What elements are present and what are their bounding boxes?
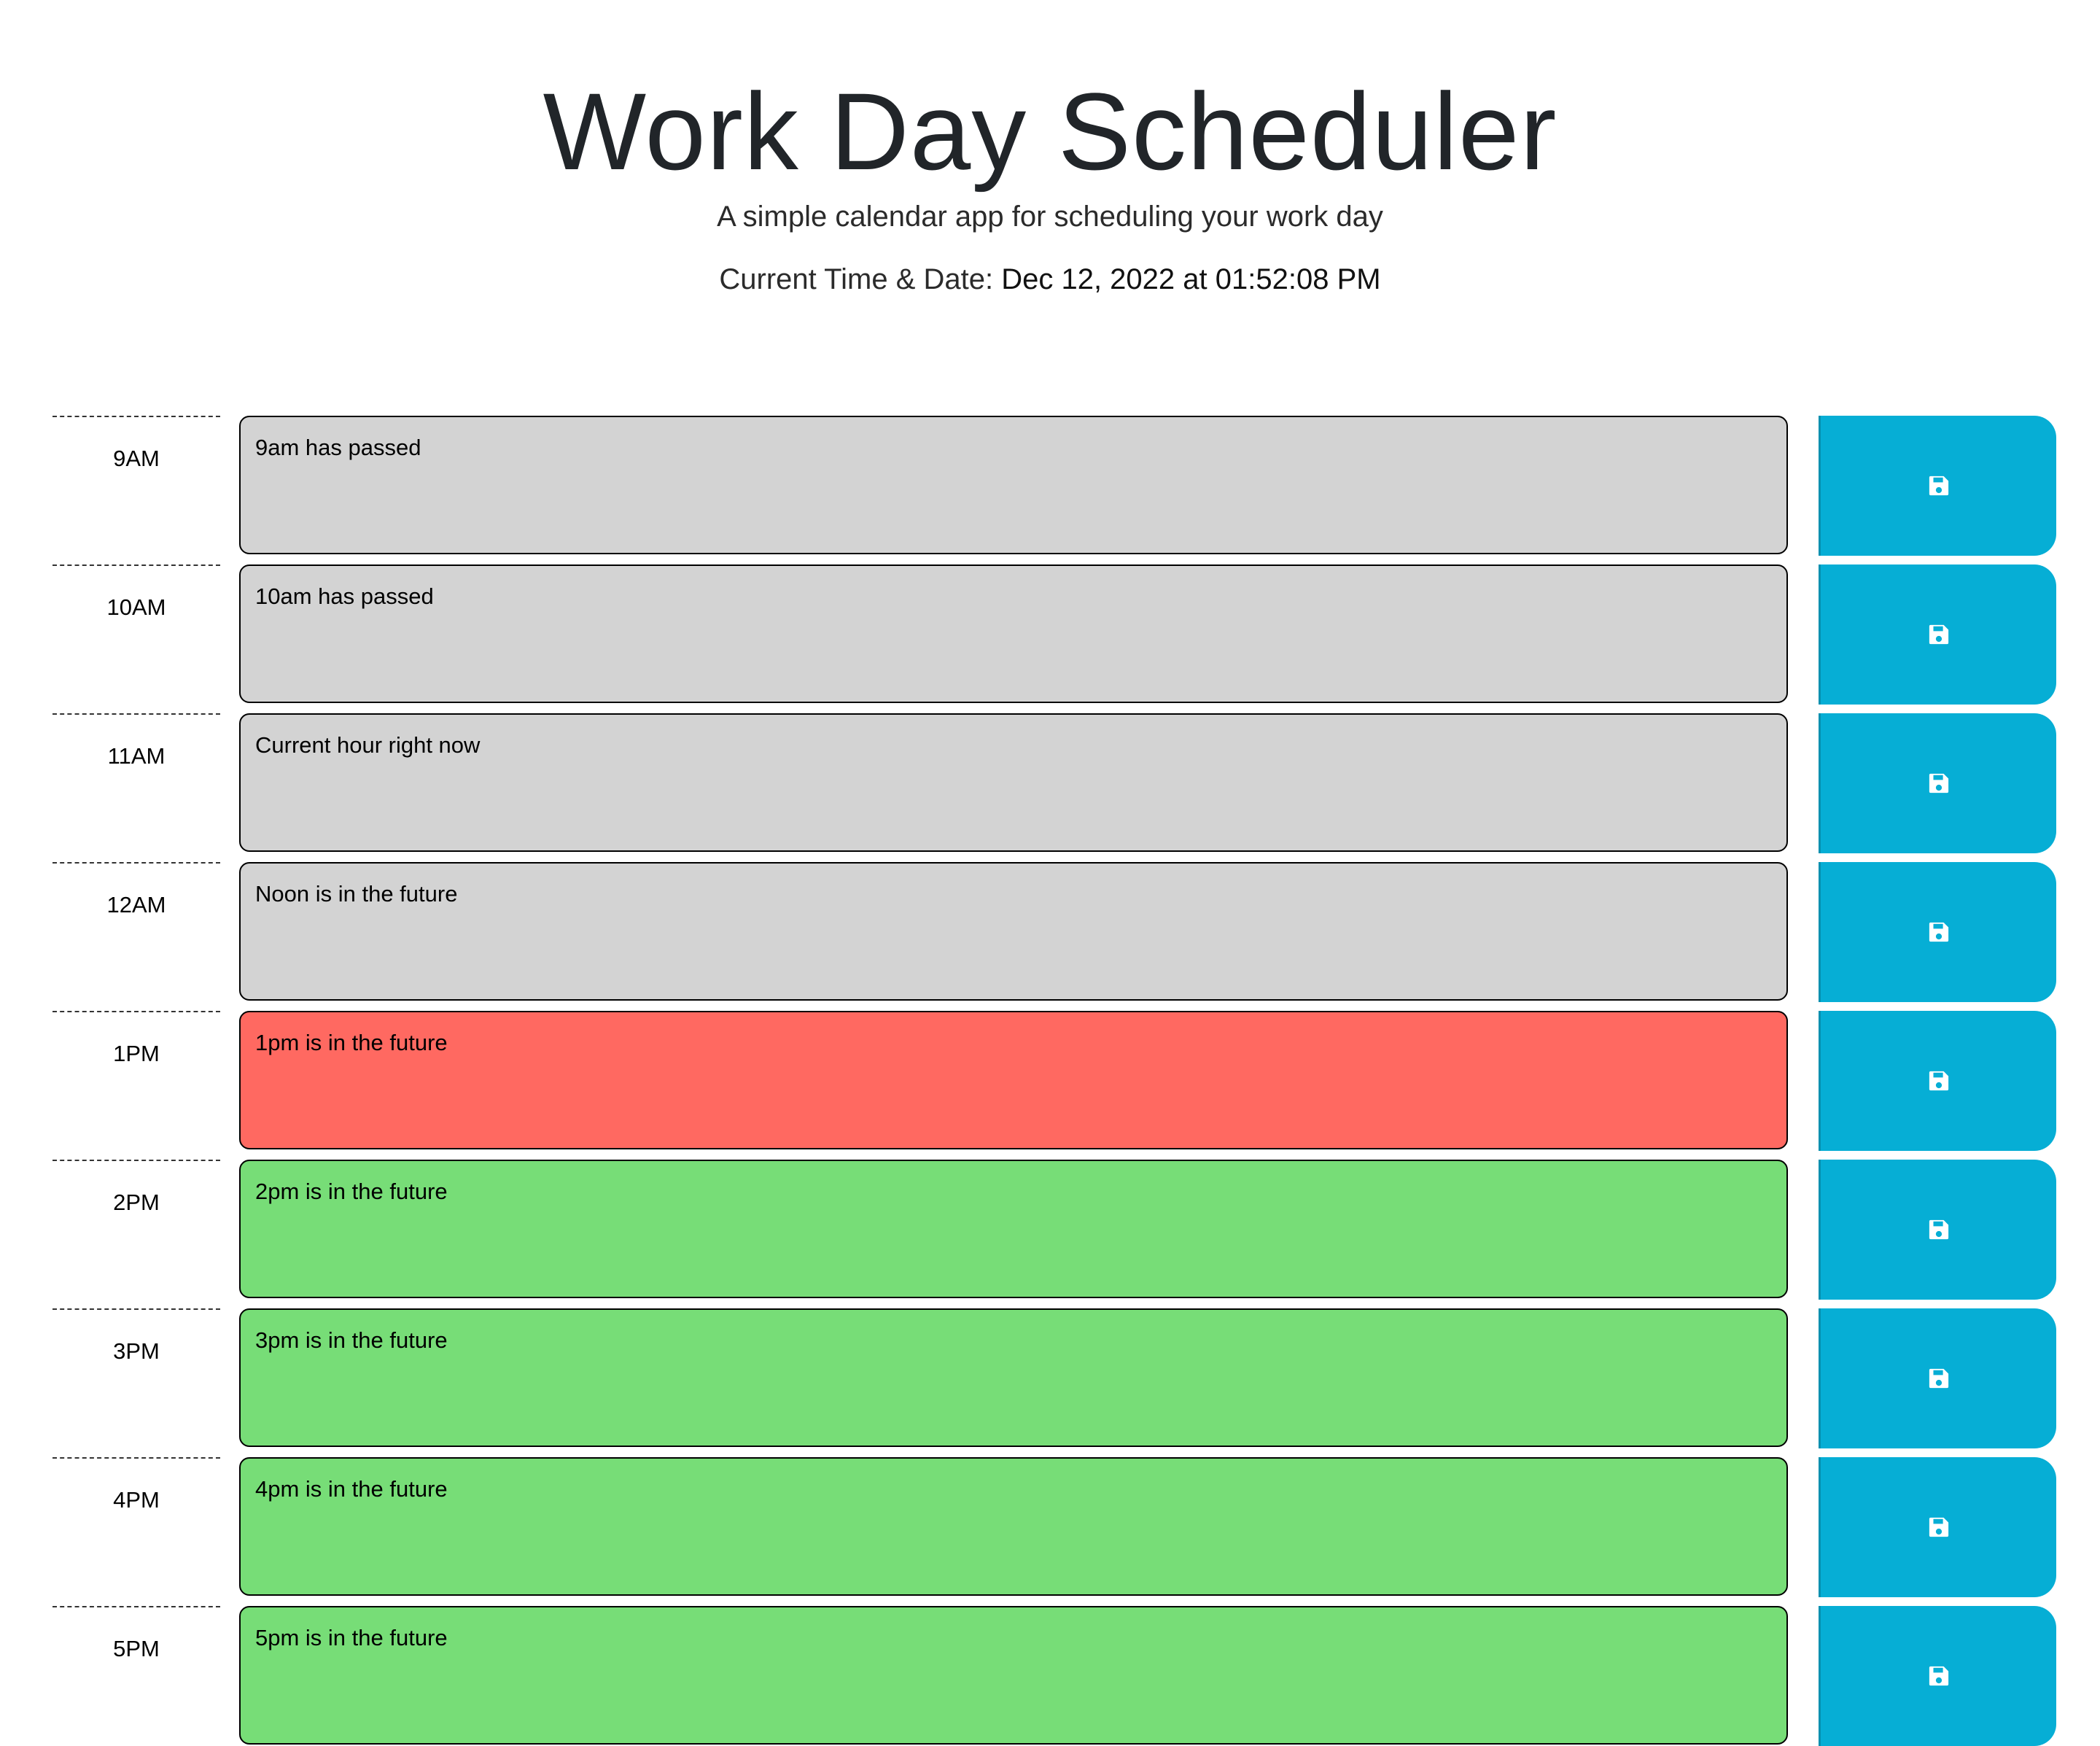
hour-label: 5PM [52, 1606, 220, 1745]
floppy-disk-icon [1928, 921, 1950, 943]
hour-label: 3PM [52, 1308, 220, 1447]
save-button[interactable] [1819, 1606, 2056, 1746]
hour-label: 11AM [52, 713, 220, 852]
hour-label: 2PM [52, 1160, 220, 1298]
save-button[interactable] [1819, 862, 2056, 1002]
current-time-label: Current Time & Date: [719, 263, 994, 295]
description-input[interactable] [239, 862, 1788, 1001]
hour-label: 10AM [52, 564, 220, 703]
floppy-disk-icon [1928, 1367, 1950, 1389]
floppy-disk-icon [1928, 1219, 1950, 1241]
time-block-3pm [0, 1308, 2100, 1448]
page-subtitle: A simple calendar app for scheduling your work day [717, 201, 1383, 233]
description-input[interactable] [239, 1308, 1788, 1447]
hour-label: 9AM [52, 416, 220, 554]
hour-label: 4PM [52, 1457, 220, 1596]
description-input[interactable] [239, 1011, 1788, 1149]
time-block-4pm [0, 1457, 2100, 1597]
description-input[interactable] [239, 1160, 1788, 1298]
save-button[interactable] [1819, 416, 2056, 556]
floppy-disk-icon [1928, 1665, 1950, 1687]
save-button[interactable] [1819, 1457, 2056, 1597]
save-button[interactable] [1819, 564, 2056, 705]
description-input[interactable] [239, 1606, 1788, 1745]
floppy-disk-icon [1928, 772, 1950, 794]
current-time-display [0, 261, 2100, 298]
description-input[interactable] [239, 564, 1788, 703]
hour-label: 12AM [52, 862, 220, 1001]
time-block-1pm [0, 1011, 2100, 1151]
time-block-10am [0, 564, 2100, 705]
time-block-11am [0, 713, 2100, 853]
description-input[interactable] [239, 1457, 1788, 1596]
floppy-disk-icon [1928, 475, 1950, 497]
save-button[interactable] [1819, 713, 2056, 853]
time-block-2pm [0, 1160, 2100, 1300]
description-input[interactable] [239, 713, 1788, 852]
save-button[interactable] [1819, 1011, 2056, 1151]
time-block-9am [0, 416, 2100, 556]
time-block-5pm [0, 1606, 2100, 1746]
current-time-value: Dec 12, 2022 at 01:52:08 PM [1001, 263, 1381, 295]
floppy-disk-icon [1928, 1070, 1950, 1092]
floppy-disk-icon [1928, 1516, 1950, 1538]
save-button[interactable] [1819, 1160, 2056, 1300]
save-button[interactable] [1819, 1308, 2056, 1448]
floppy-disk-icon [1928, 624, 1950, 645]
description-input[interactable] [239, 416, 1788, 554]
page-title: Work Day Scheduler [542, 70, 1558, 193]
time-block-12am [0, 862, 2100, 1002]
hour-label: 1PM [52, 1011, 220, 1149]
